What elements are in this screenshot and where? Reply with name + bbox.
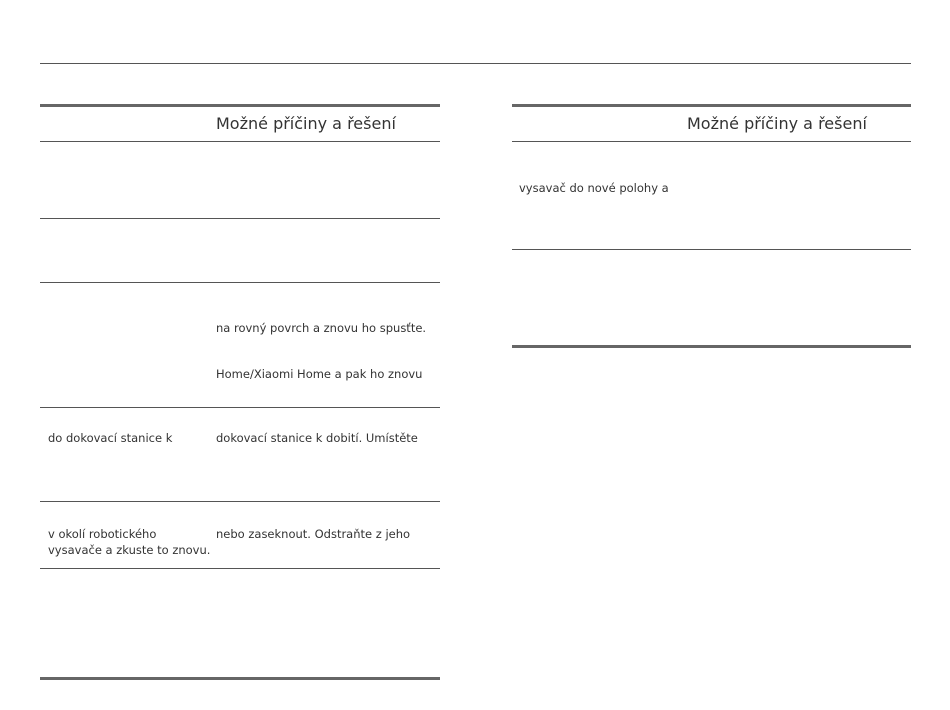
table-cell-cause	[48, 526, 210, 558]
table-cell-solution: nebo zaseknout. Odstraňte z jeho	[216, 527, 411, 541]
row-divider	[40, 568, 440, 569]
table-top-border	[40, 104, 440, 107]
row-divider	[40, 501, 440, 502]
table-cell-cause: do dokovací stanice k	[48, 431, 173, 445]
column-header-solutions: Možné příčiny a řešení	[216, 114, 396, 133]
page-top-rule	[40, 63, 911, 64]
cause-line: vysavače a zkuste to znovu.	[48, 543, 211, 557]
table-bottom-border	[40, 677, 440, 680]
table-cell-solution: na rovný povrch a znovu ho spusťte.	[216, 321, 427, 335]
table-cell-solution: dokovací stanice k dobití. Umístěte	[216, 431, 418, 445]
cause-line: v okolí robotického	[48, 527, 157, 541]
row-divider	[40, 282, 440, 283]
table-cell-solution: Home/Xiaomi Home a pak ho znovu	[216, 367, 423, 381]
column-header-solutions: Možné příčiny a řešení	[687, 114, 867, 133]
row-divider	[40, 407, 440, 408]
row-divider	[40, 218, 440, 219]
table-top-border	[512, 104, 911, 107]
header-divider	[40, 141, 440, 142]
header-divider	[512, 141, 911, 142]
row-divider	[512, 249, 911, 250]
table-bottom-border	[512, 345, 911, 348]
table-cell-cause: vysavač do nové polohy a	[519, 181, 669, 195]
